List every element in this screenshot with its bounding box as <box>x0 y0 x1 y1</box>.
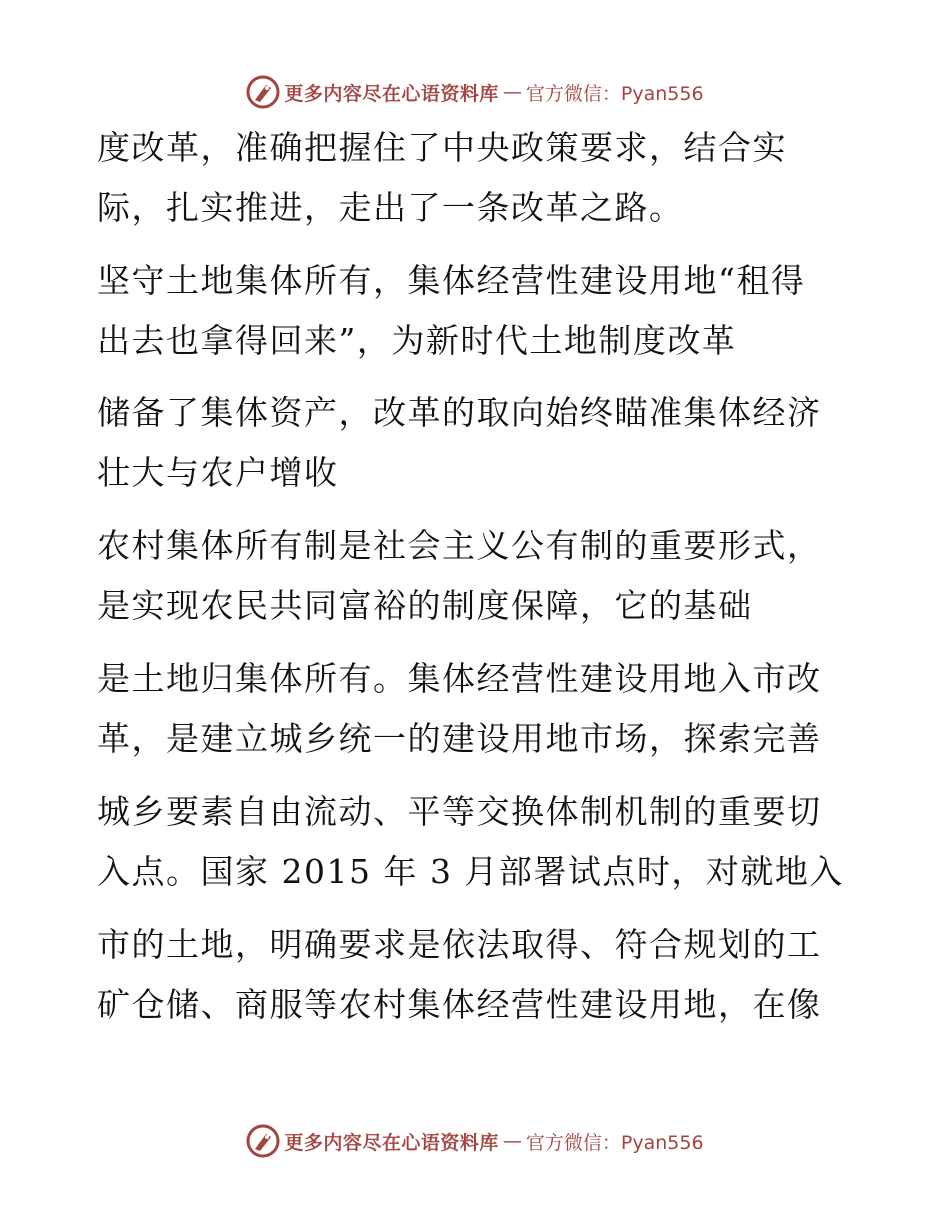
text-line: 革，是建立城乡统一的建设用地市场，探索完善 <box>97 719 822 758</box>
pen-nib-logo-icon <box>246 75 280 109</box>
text-line: 市的土地，明确要求是依法取得、符合规划的工 <box>97 925 822 964</box>
text-line: 入点。国家 2015 年 3 月部署试点时，对就地入 <box>97 852 844 891</box>
text-line: 农村集体所有制是社会主义公有制的重要形式， <box>97 526 822 565</box>
text-line: 储备了集体资产，改革的取向始终瞄准集体经济 <box>97 393 822 432</box>
header-watermark <box>0 72 950 112</box>
text-line: 是实现农民共同富裕的制度保障，它的基础 <box>97 586 753 625</box>
watermark-right-text: 官方微信：Pyan556 <box>525 82 704 105</box>
text-line: 是土地归集体所有。集体经营性建设用地入市改 <box>97 659 822 698</box>
footer-watermark <box>0 1121 950 1161</box>
watermark-separator: — <box>502 1130 522 1152</box>
text-line: 壮大与农户增收 <box>97 453 339 492</box>
text-line: 际，扎实推进，走出了一条改革之路。 <box>97 188 684 227</box>
pen-nib-logo-icon <box>246 1124 280 1158</box>
watermark-left-text: 更多内容尽在心语资料库 <box>284 1131 499 1154</box>
watermark-separator: — <box>502 81 522 103</box>
text-line: 城乡要素自由流动、平等交换体制机制的重要切 <box>97 792 822 831</box>
watermark-right-text: 官方微信：Pyan556 <box>525 1131 704 1154</box>
watermark-left-text: 更多内容尽在心语资料库 <box>284 82 499 105</box>
text-line: 出去也拿得回来”，为新时代土地制度改革 <box>97 321 737 360</box>
text-line: 矿仓储、商服等农村集体经营性建设用地，在像 <box>97 985 822 1024</box>
text-line: 度改革，准确把握住了中央政策要求，结合实 <box>97 128 787 167</box>
text-line: 坚守土地集体所有，集体经营性建设用地“租得 <box>97 261 806 300</box>
